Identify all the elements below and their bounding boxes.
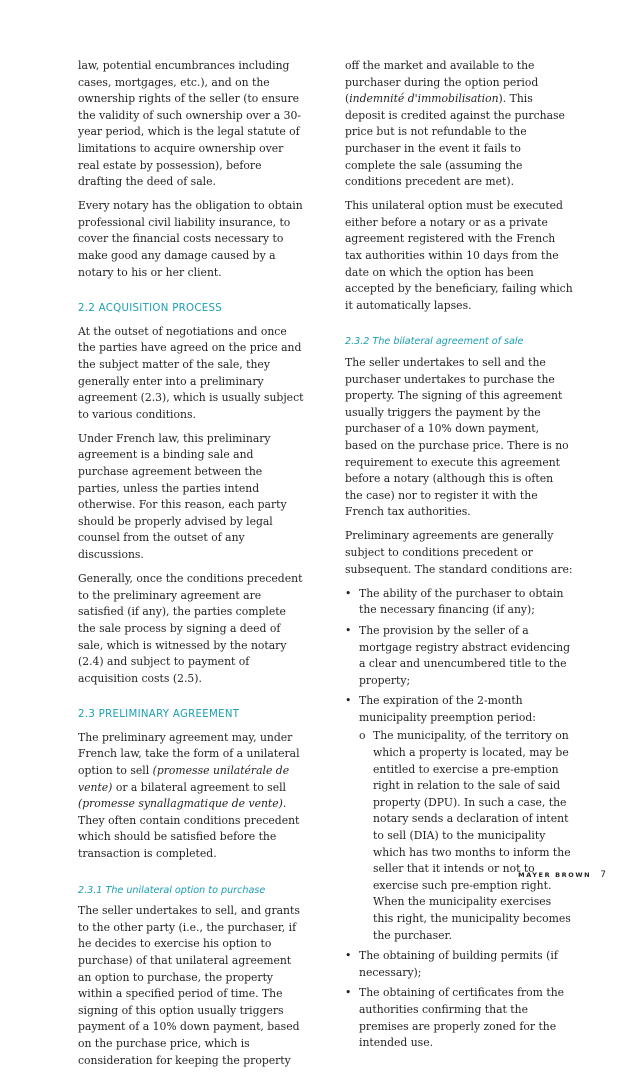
paragraph: The seller undertakes to sell and the purchaser undertakes to purchase the property. The signing of this agreement usually triggers the payment by the purchaser of a 10% down payment, based on the purchase price. There is no requirement to execute this agreement before a notary (although this is often the case) nor to register it with the French tax authorities. xyxy=(345,356,569,519)
list-item-text: The expiration of the 2-month municipality preemption period: xyxy=(359,694,536,724)
left-column xyxy=(78,58,307,1077)
list-item-text: The obtaining of certificates from the authorities confirming that the premises are properly zoned for the intended use. xyxy=(359,986,565,1050)
sub-list-item xyxy=(359,728,574,944)
page-footer xyxy=(518,862,606,881)
right-column xyxy=(345,58,574,1056)
paragraph: Generally, once the conditions precedent to the preliminary agreement are satisfied (if any), the parties complete the sale process by signing a deed of sale, which is witnessed by the notary (2.4) and subject to payment of acquisition costs (2.5). xyxy=(78,572,303,685)
section-heading-2-3: 2.3 PRELIMINARY AGREEMENT xyxy=(78,709,240,721)
list-item-text: The provision by the seller of a mortgage registry abstract evidencing a clear and unencumbered title to the property; xyxy=(359,623,571,687)
list-item xyxy=(345,693,574,944)
text-run: The preliminary agreement may, under French law, take the form of a unilateral option to sell xyxy=(78,730,300,778)
section-heading-2-2: 2.2 ACQUISITION PROCESS xyxy=(78,303,223,315)
sub-bullet-marker: o xyxy=(359,729,366,743)
text-run: ). This deposit is credited against the purchase price but is not refundable to the purchaser in the event it fails to complete the sale (assuming the conditions precedent are met). xyxy=(345,92,565,189)
subsection-heading-2-3-1: 2.3.1 The unilateral option to purchase xyxy=(78,884,266,896)
paragraph xyxy=(78,730,307,863)
sub-list-item-text: The municipality, of the territory on which a property is located, may be entitled to exercise a pre-emption right in relation to the sale of said property (DPU). In such a case, the notary sends a declaration of intent to sell (DIA) to the municipality which has two months to inform the seller that it intends or not to exercise such pre-emption right. When the municipality exercises this right, the municipality becomes the purchaser. xyxy=(373,729,571,942)
paragraph: Preliminary agreements are generally subject to conditions precedent or subsequent. The standard conditions are: xyxy=(345,529,573,576)
bullet-marker: • xyxy=(345,986,352,1000)
italic-term: (promesse unilatérale de vente) xyxy=(78,764,290,794)
paragraph: This unilateral option must be executed either before a notary or as a private agreement registered with the French tax authorities within 10 days from the date on which the option has been accepted by the beneficiary, failing which it automatically lapses. xyxy=(345,199,573,312)
text-run: or a bilateral agreement to sell xyxy=(112,780,287,794)
sub-list xyxy=(359,728,574,944)
italic-term: (promesse synallagmatique de vente) xyxy=(78,797,283,811)
footer-brand: MAYER BROWN xyxy=(518,871,592,879)
text-run: off the market and available to the purchaser during the option period ( xyxy=(345,59,539,106)
list-item-text: The obtaining of building permits (if necessary); xyxy=(359,949,558,979)
subsection-heading-2-3-2: 2.3.2 The bilateral agreement of sale xyxy=(345,336,524,348)
list-item xyxy=(345,985,574,1051)
list-item xyxy=(345,948,574,981)
page-number: 7 xyxy=(600,870,606,880)
bullet-marker: • xyxy=(345,586,352,600)
paragraph: Under French law, this preliminary agreement is a binding sale and purchase agreement between the parties, unless the parties intend otherwise. For this reason, each party should be properly advised by legal counsel from the outset of any discussions. xyxy=(78,431,287,562)
paragraph: At the outset of negotiations and once the parties have agreed on the price and the subject matter of the sale, they generally enter into a preliminary agreement (2.3), which is usually subject to various conditions. xyxy=(78,324,304,421)
paragraph xyxy=(345,58,574,191)
paragraph: Every notary has the obligation to obtain professional civil liability insurance, to cover the financial costs necessary to make good any damage caused by a notary to his or her client. xyxy=(78,199,303,279)
list-item xyxy=(345,586,574,619)
italic-term: indemnité d'immobilisation xyxy=(349,92,499,106)
list-item xyxy=(345,623,574,689)
list-item-text: The ability of the purchaser to obtain the necessary financing (if any); xyxy=(359,586,564,617)
paragraph: The seller undertakes to sell, and grants to the other party (i.e., the purchaser, if he decides to exercise his option to purchase) of that unilateral agreement an option to purchase, the property within a specified period of time. The signing of this option usually triggers payment of a 10% down payment, based on the purchase price, which is consideration for keeping the property xyxy=(78,904,300,1067)
bullet-marker: • xyxy=(345,694,352,708)
paragraph: law, potential encumbrances including cases, mortgages, etc.), and on the ownership rights of the seller (to ensure the validity of such ownership over a 30-year period, which is the legal statute of limitations to acquire ownership over real estate by possession), before drafting the deed of sale. xyxy=(78,59,302,189)
conditions-list xyxy=(345,586,574,1052)
text-run: . They often contain conditions precedent which should be satisfied before the transaction is completed. xyxy=(78,797,300,861)
bullet-marker: • xyxy=(345,623,352,637)
bullet-marker: • xyxy=(345,949,352,963)
